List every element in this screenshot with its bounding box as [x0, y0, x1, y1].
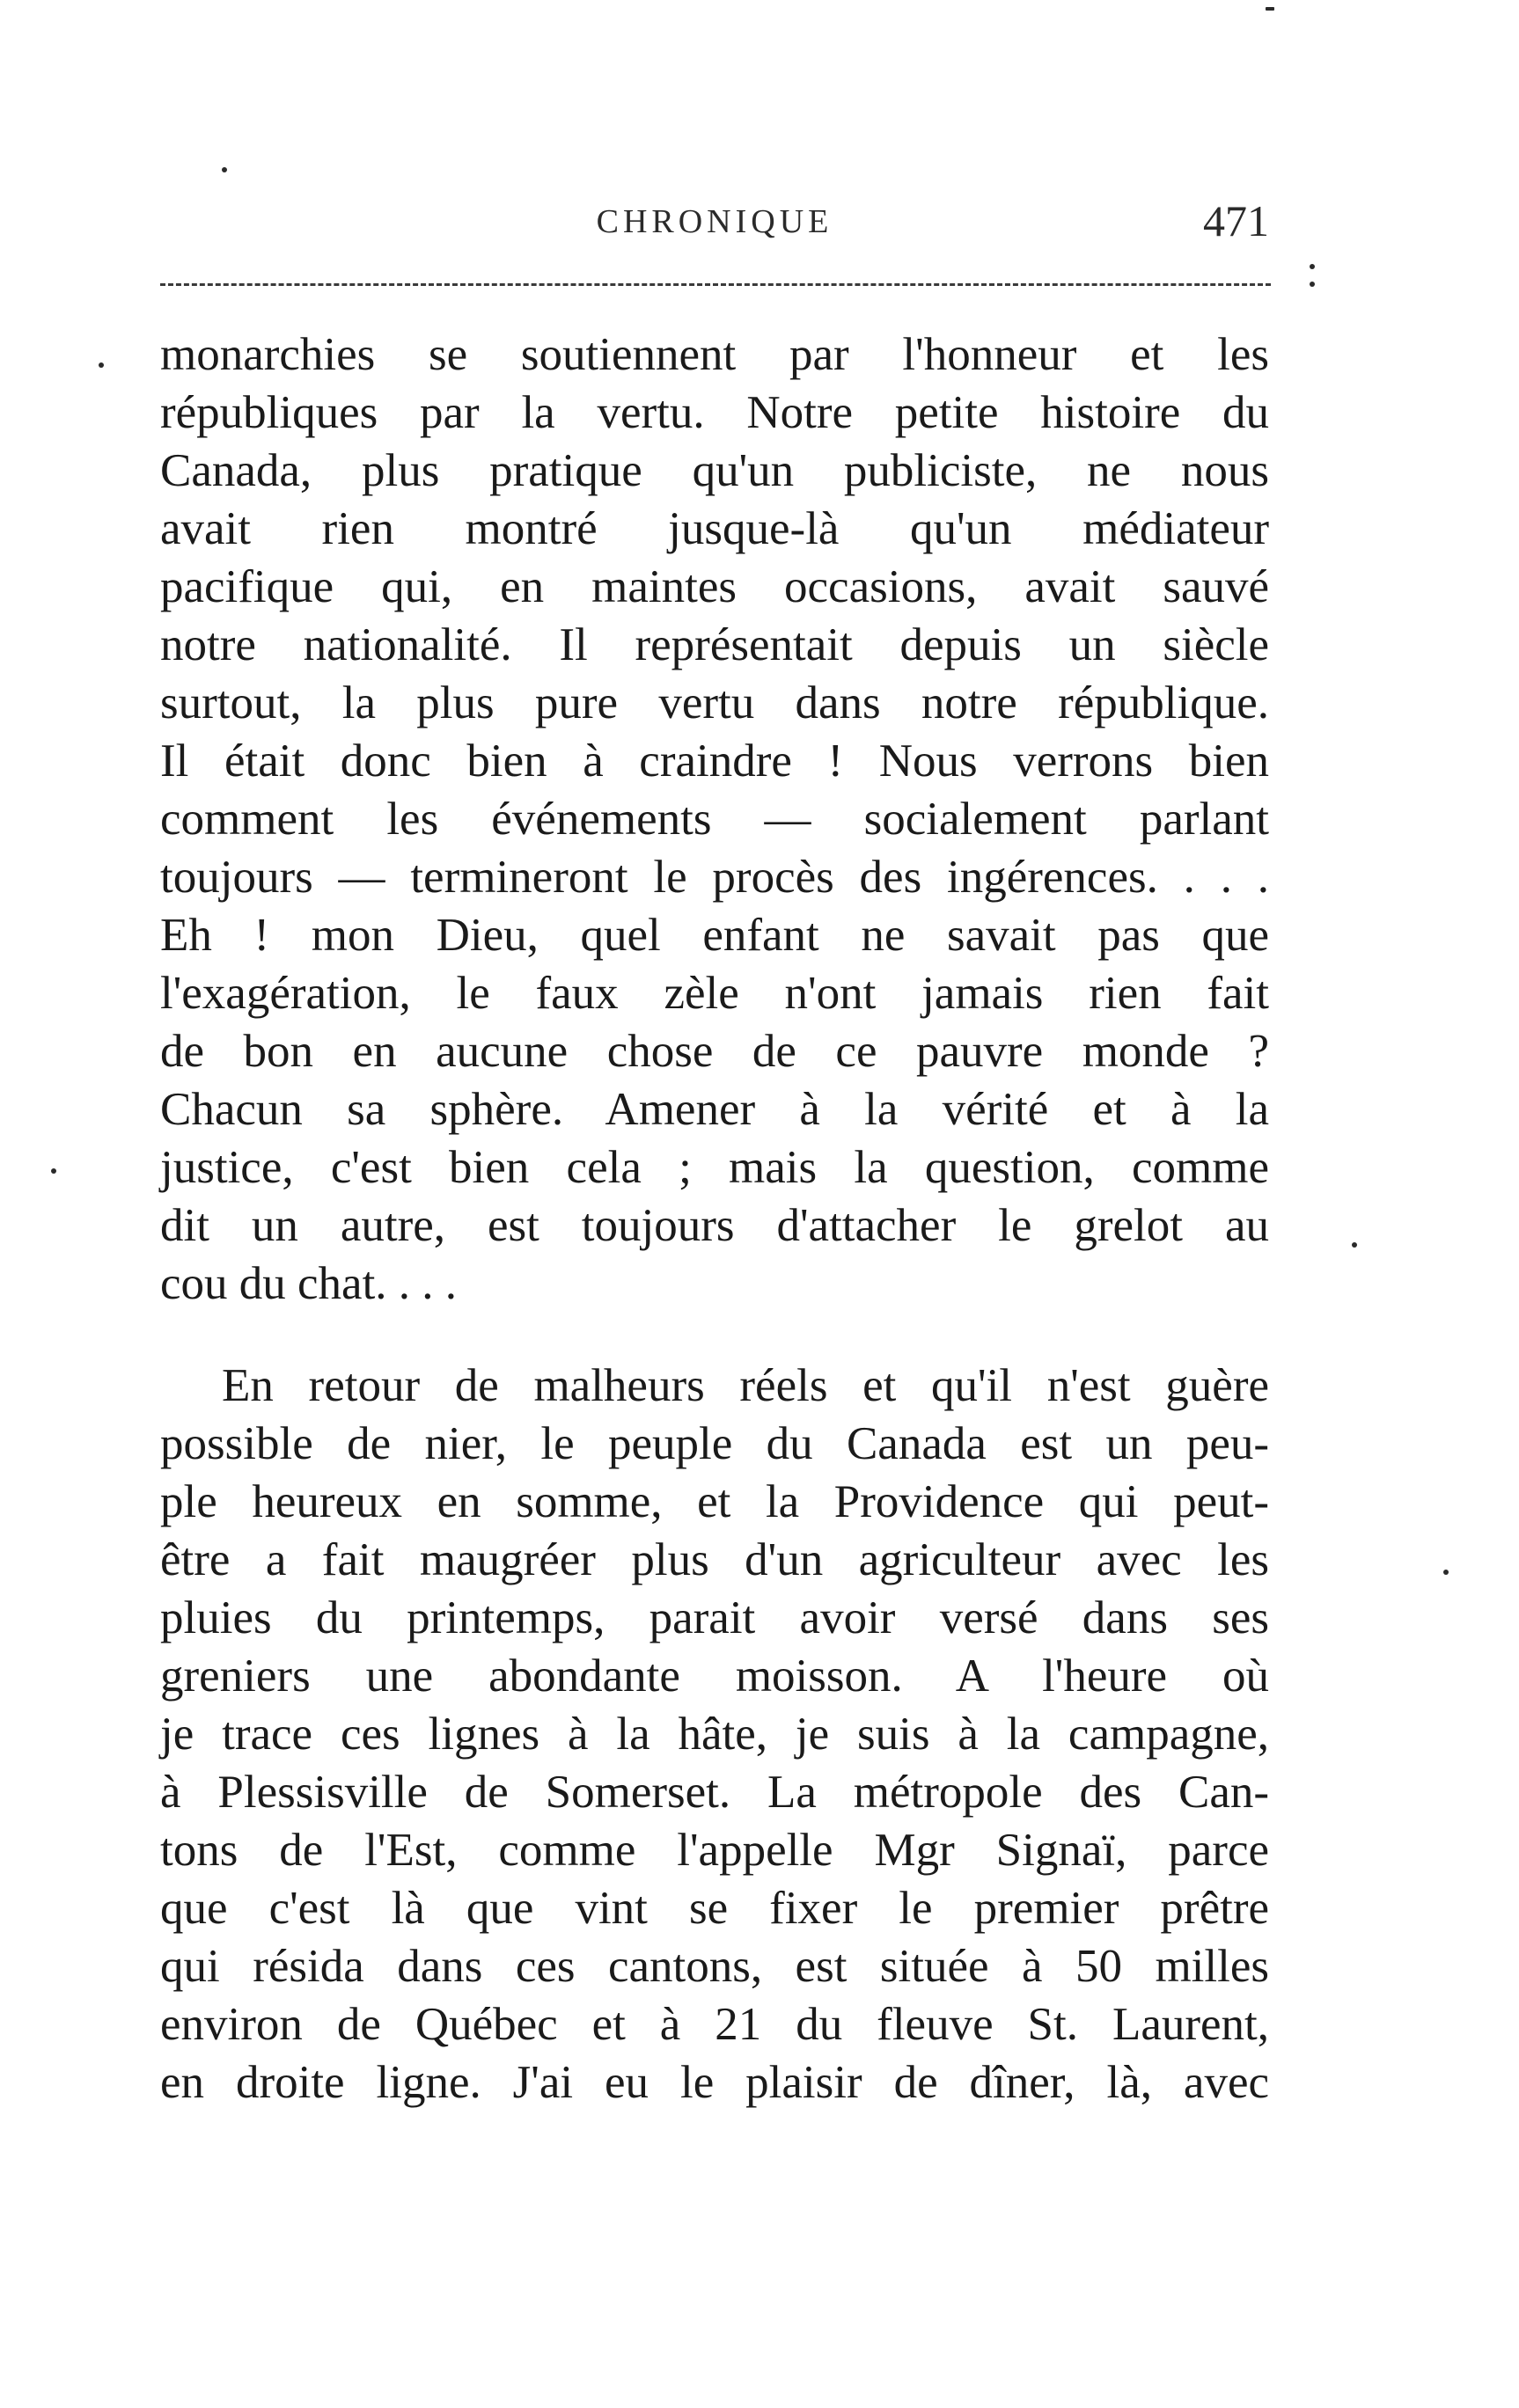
text-line: qui résida dans ces cantons, est située à 50 milles — [160, 1941, 1269, 1992]
text-line: ple heureux en somme, et la Providence qui peut- — [160, 1476, 1269, 1527]
paragraph-2 — [160, 1357, 1269, 2112]
text-line: tons de l'Est, comme l'appelle Mgr Signaï, parce — [160, 1825, 1269, 1876]
body-text — [160, 326, 1269, 2112]
text-line: républiques par la vertu. Notre petite histoire du — [160, 387, 1269, 438]
paragraph-1 — [160, 326, 1269, 1313]
print-speck — [1443, 1570, 1449, 1575]
print-speck — [222, 167, 227, 172]
text-line: Eh ! mon Dieu, quel enfant ne savait pas que — [160, 910, 1269, 961]
text-line: en droite ligne. J'ai eu le plaisir de dîner, là, avec — [160, 2057, 1269, 2108]
text-line: toujours — termineront le procès des ingérences. . . . — [160, 852, 1269, 903]
header-rule — [160, 283, 1271, 286]
text-line: à Plessisville de Somerset. La métropole des Can- — [160, 1767, 1269, 1818]
text-line: En retour de malheurs réels et qu'il n'est guère — [222, 1360, 1269, 1411]
running-title: CHRONIQUE — [596, 203, 833, 240]
text-line: avait rien montré jusque-là qu'un médiateur — [160, 503, 1269, 554]
print-speck — [1310, 264, 1315, 269]
text-line: que c'est là que vint se fixer le premier prêtre — [160, 1883, 1269, 1934]
text-line: cou du chat. . . . — [160, 1258, 458, 1309]
text-line: Canada, plus pratique qu'un publiciste, ne nous — [160, 445, 1269, 496]
text-line: greniers une abondante moisson. A l'heure où — [160, 1650, 1269, 1702]
text-line: l'exagération, le faux zèle n'ont jamais rien fait — [160, 968, 1269, 1019]
text-line: possible de nier, le peuple du Canada est un peu- — [160, 1418, 1269, 1469]
print-speck — [1352, 1242, 1357, 1248]
print-speck — [1310, 282, 1315, 287]
text-line: monarchies se soutiennent par l'honneur et les — [160, 329, 1269, 380]
text-line: je trace ces lignes à la hâte, je suis à la campagne, — [160, 1709, 1269, 1760]
text-line: notre nationalité. Il représentait depuis un siècle — [160, 619, 1269, 670]
running-head — [160, 195, 1269, 257]
print-speck — [1266, 7, 1274, 11]
text-line: de bon en aucune chose de ce pauvre monde ? — [160, 1026, 1269, 1077]
print-speck — [99, 362, 104, 368]
text-line: pacifique qui, en maintes occasions, avait sauvé — [160, 561, 1269, 612]
print-speck — [51, 1168, 56, 1174]
text-line: surtout, la plus pure vertu dans notre république. — [160, 677, 1269, 728]
text-line: comment les événements — socialement parlant — [160, 794, 1269, 845]
text-line: Chacun sa sphère. Amener à la vérité et à la — [160, 1084, 1269, 1135]
text-line: pluies du printemps, parait avoir versé dans ses — [160, 1592, 1269, 1643]
paragraph-gap — [160, 1313, 1269, 1357]
text-line: Il était donc bien à craindre ! Nous verrons bien — [160, 736, 1269, 787]
text-line: dit un autre, est toujours d'attacher le grelot au — [160, 1200, 1269, 1251]
text-line: environ de Québec et à 21 du fleuve St. Laurent, — [160, 1999, 1269, 2050]
text-line: être a fait maugréer plus d'un agriculteur avec les — [160, 1534, 1269, 1585]
text-line: justice, c'est bien cela ; mais la question, comme — [160, 1142, 1269, 1193]
page-number: 471 — [1203, 196, 1269, 245]
